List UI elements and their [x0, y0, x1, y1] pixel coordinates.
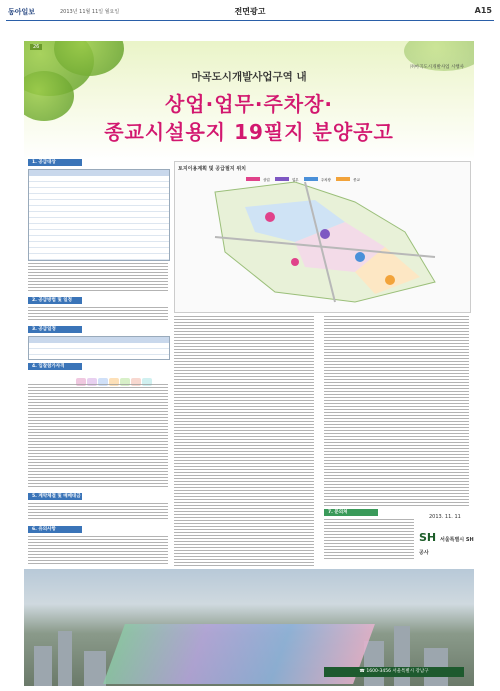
text-block [28, 307, 168, 321]
text-block [174, 316, 314, 566]
logo-mark: SH [419, 531, 437, 544]
ad-subtitle: 마곡도시개발사업구역 내 [191, 71, 307, 83]
masthead [0, 0, 500, 24]
company-logo [419, 531, 474, 557]
section-heading: 1. 공급대상 [28, 159, 82, 166]
text-block [28, 536, 168, 566]
building-silhouette [58, 631, 72, 686]
section-heading: 4. 입찰참가자격 [28, 363, 82, 370]
section-heading: 6. 유의사항 [28, 526, 82, 533]
map-legend [246, 177, 360, 183]
section-label: 전면광고 [234, 7, 266, 16]
site-map [174, 161, 471, 313]
text-block [28, 263, 168, 291]
legend-swatch [336, 177, 350, 181]
ad-title-line-2: 종교시설용지 19필지 분양공고 [104, 120, 394, 144]
step-chips [76, 371, 162, 381]
section-heading: 2. 공급방법 및 일정 [28, 297, 82, 304]
map-graphic [175, 162, 470, 312]
schedule-table [28, 336, 170, 360]
legend-swatch [304, 177, 318, 181]
building-silhouette [84, 651, 106, 686]
issue-date: 2013년 11월 11일 월요일 [60, 9, 120, 15]
ad-title-line-1: 상업·업무·주차장· [164, 92, 334, 116]
legend-swatch [275, 177, 289, 181]
section-heading: 3. 공급일정 [28, 326, 82, 333]
legend-label: 주차장 [320, 178, 331, 182]
legend-label: 상업 [263, 178, 270, 182]
legend-swatch [246, 177, 260, 181]
text-block [324, 519, 414, 559]
logo-text: 서울특별시 SH공사 [419, 537, 474, 556]
contact-bar: ☎ 1600-3456 서울특별시 강남구 [324, 667, 464, 677]
ad-number: 26 [30, 44, 42, 50]
building-silhouette [394, 626, 410, 686]
building-silhouette [364, 641, 384, 686]
section-heading: 5. 계약체결 및 매매대금 [28, 493, 82, 500]
building-silhouette [34, 646, 52, 686]
page-number: A15 [474, 6, 492, 15]
map-title: 토지이용계획 및 공급필지 위치 [178, 166, 247, 172]
text-block [324, 316, 469, 506]
section-heading: 7. 문의처 [324, 509, 378, 516]
text-block [28, 503, 168, 521]
legend-label: 업무 [291, 178, 299, 182]
ad-date: 2013. 11. 11 [429, 514, 461, 520]
advertisement [24, 41, 474, 686]
legend-label: 종교 [353, 178, 360, 182]
newspaper-name: 동아일보 [8, 8, 36, 16]
header-rule [6, 20, 494, 21]
issuer-note: ㈜마곡도시개발사업 시행사 [410, 65, 464, 70]
text-block [28, 384, 168, 489]
supply-table [28, 169, 170, 261]
